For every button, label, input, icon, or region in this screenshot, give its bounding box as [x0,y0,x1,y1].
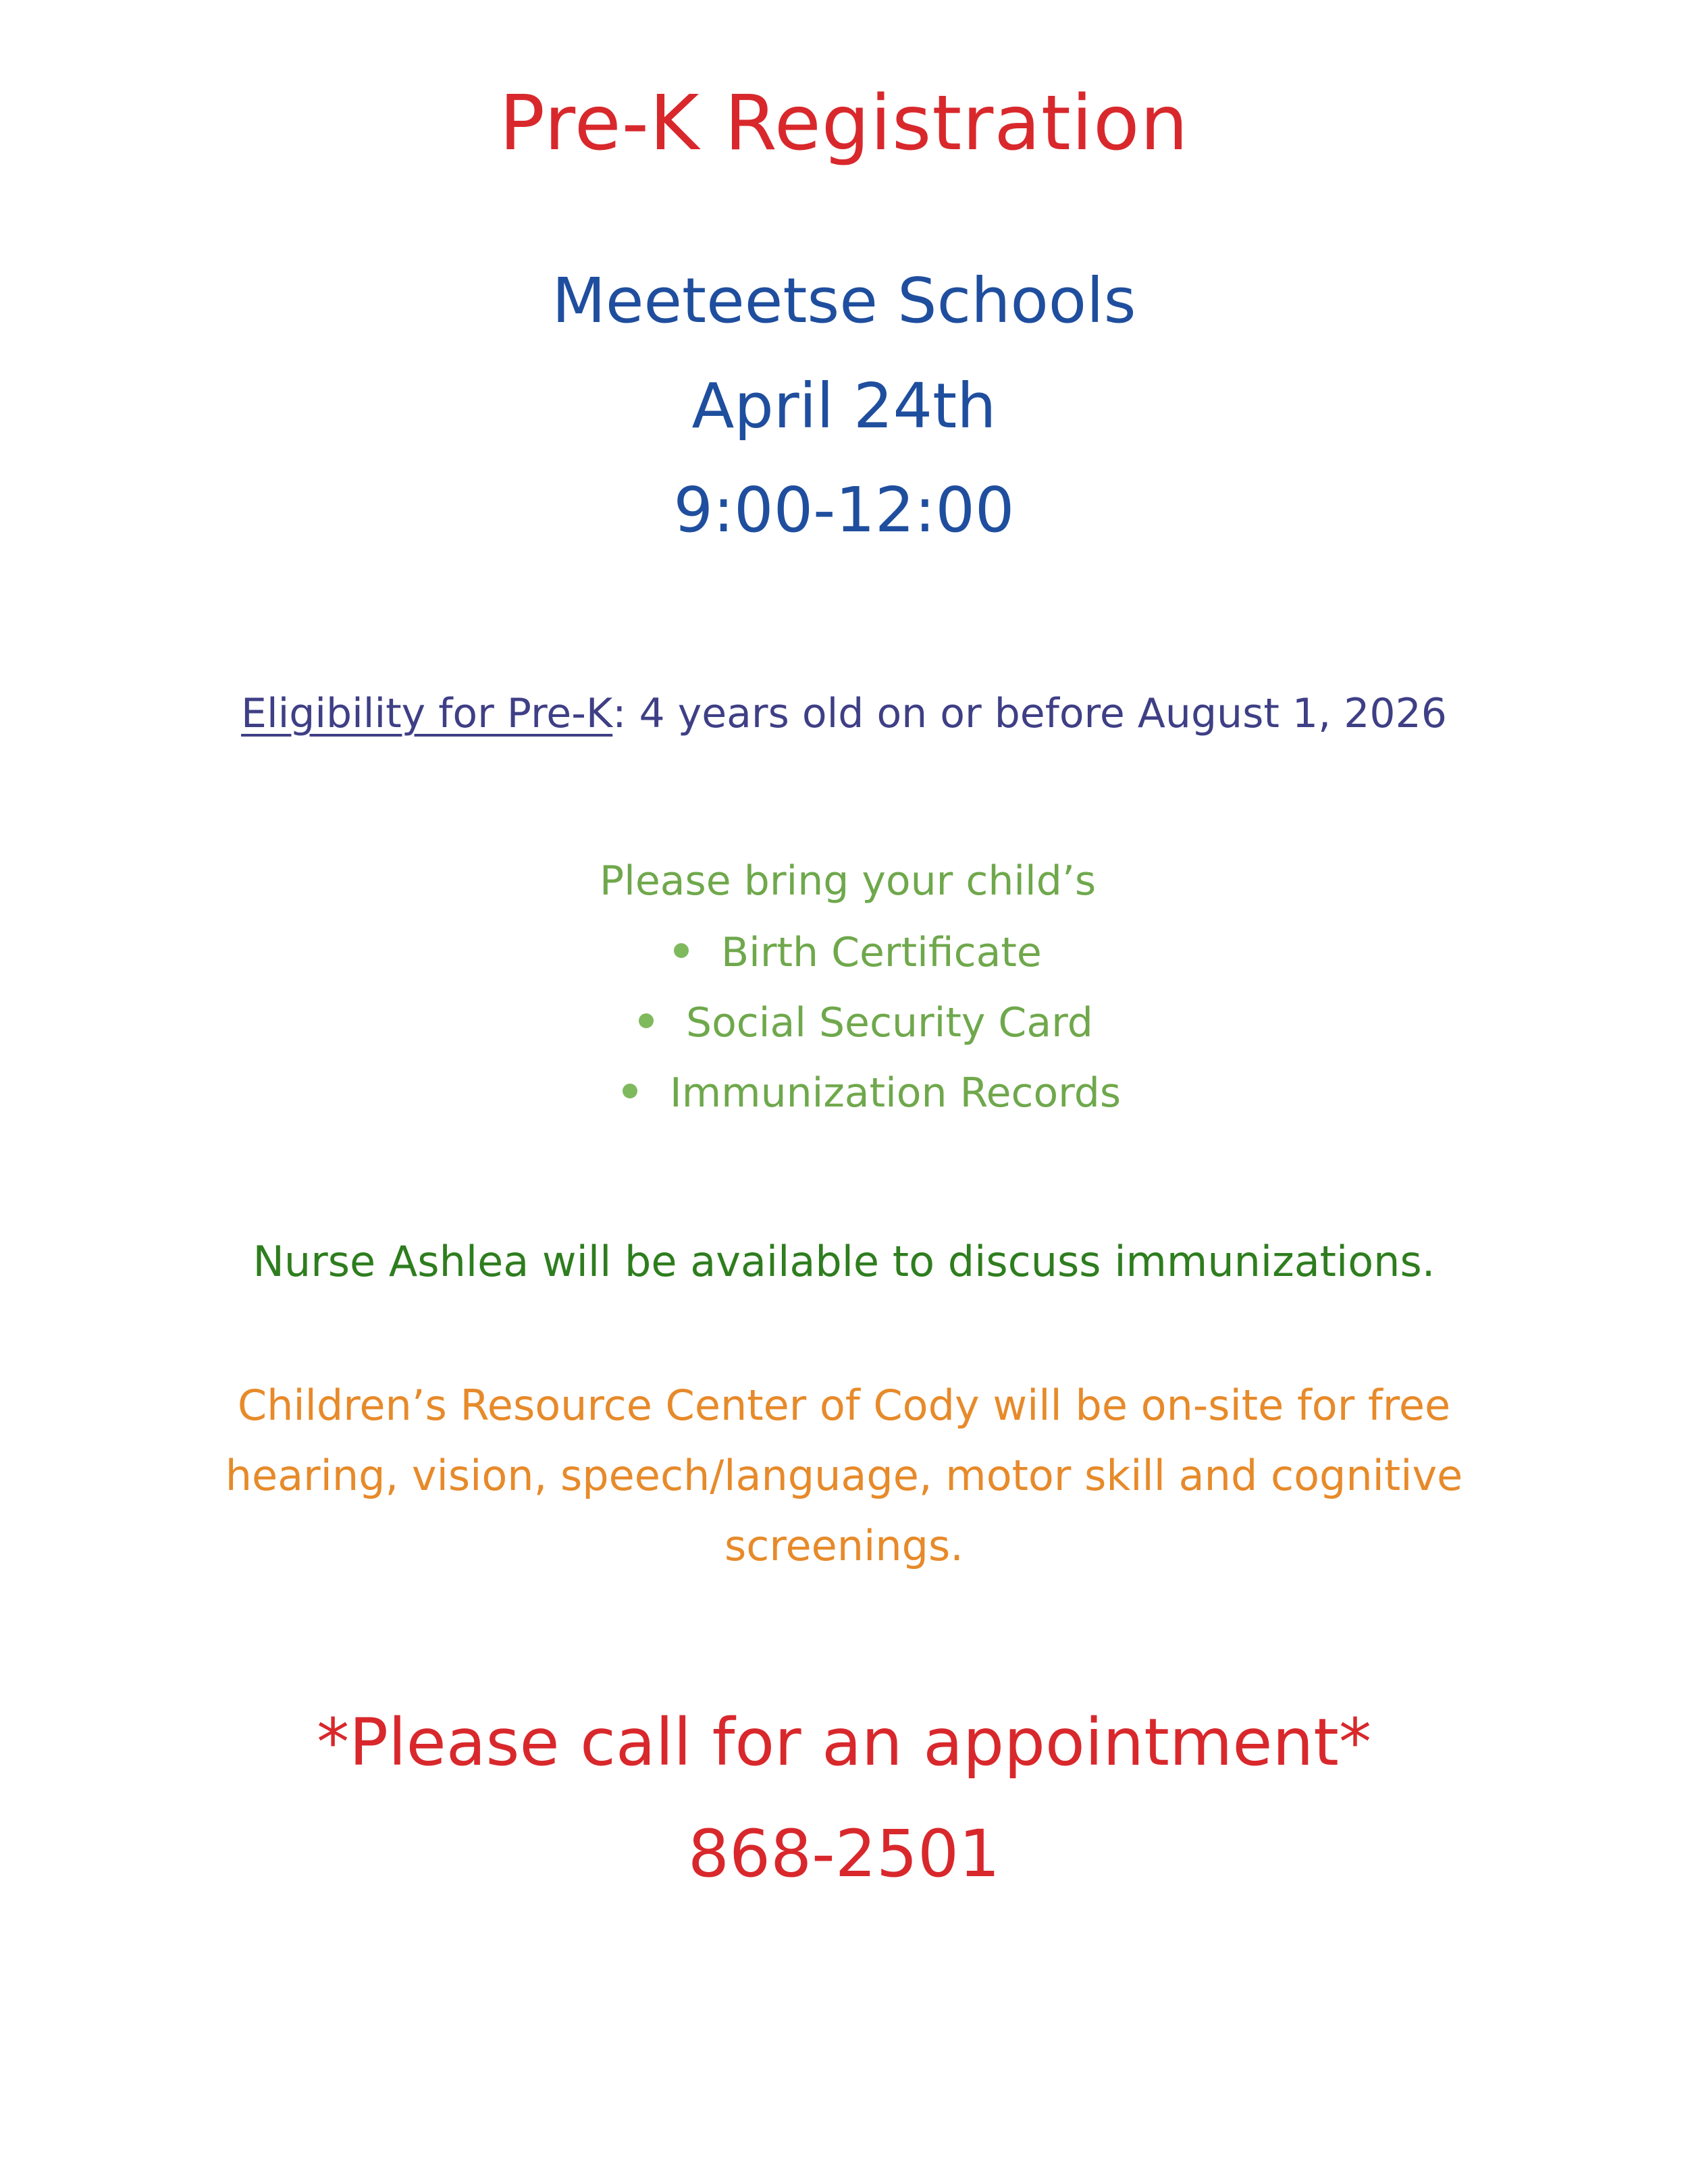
bring-intro: Please bring your child’s [600,857,1097,905]
list-item [639,999,1093,1046]
list-item-label: Birth Certificate [721,929,1042,976]
list-item-label: Social Security Card [686,999,1093,1046]
bullet-dot-icon [674,943,689,958]
resource-center-line: hearing, vision, speech/language, motor skill and cognitive [225,1451,1463,1500]
resource-center-note [0,1370,1688,1581]
flyer-title: Pre-K Registration [499,80,1189,167]
school-name: Meeteetse Schools [552,265,1136,337]
appointment-note: *Please call for an appointment* [317,1705,1371,1780]
list-item [623,1069,1121,1117]
eligibility-text: : 4 years old on or before August 1, 2026 [612,690,1447,737]
eligibility-label: Eligibility for Pre-K [241,690,613,737]
bullet-dot-icon [623,1084,637,1098]
list-item [674,929,1042,976]
eligibility-line [0,690,1688,737]
event-time: 9:00-12:00 [673,474,1015,546]
resource-center-line: Children’s Resource Center of Cody will be on-site for free [237,1381,1451,1430]
phone-number: 868-2501 [687,1816,1001,1892]
list-item-label: Immunization Records [670,1069,1122,1117]
bullet-dot-icon [639,1013,654,1028]
event-date: April 24th [691,370,997,442]
nurse-note: Nurse Ashlea will be available to discuss immunizations. [253,1237,1435,1286]
resource-center-line: screenings. [724,1521,964,1570]
